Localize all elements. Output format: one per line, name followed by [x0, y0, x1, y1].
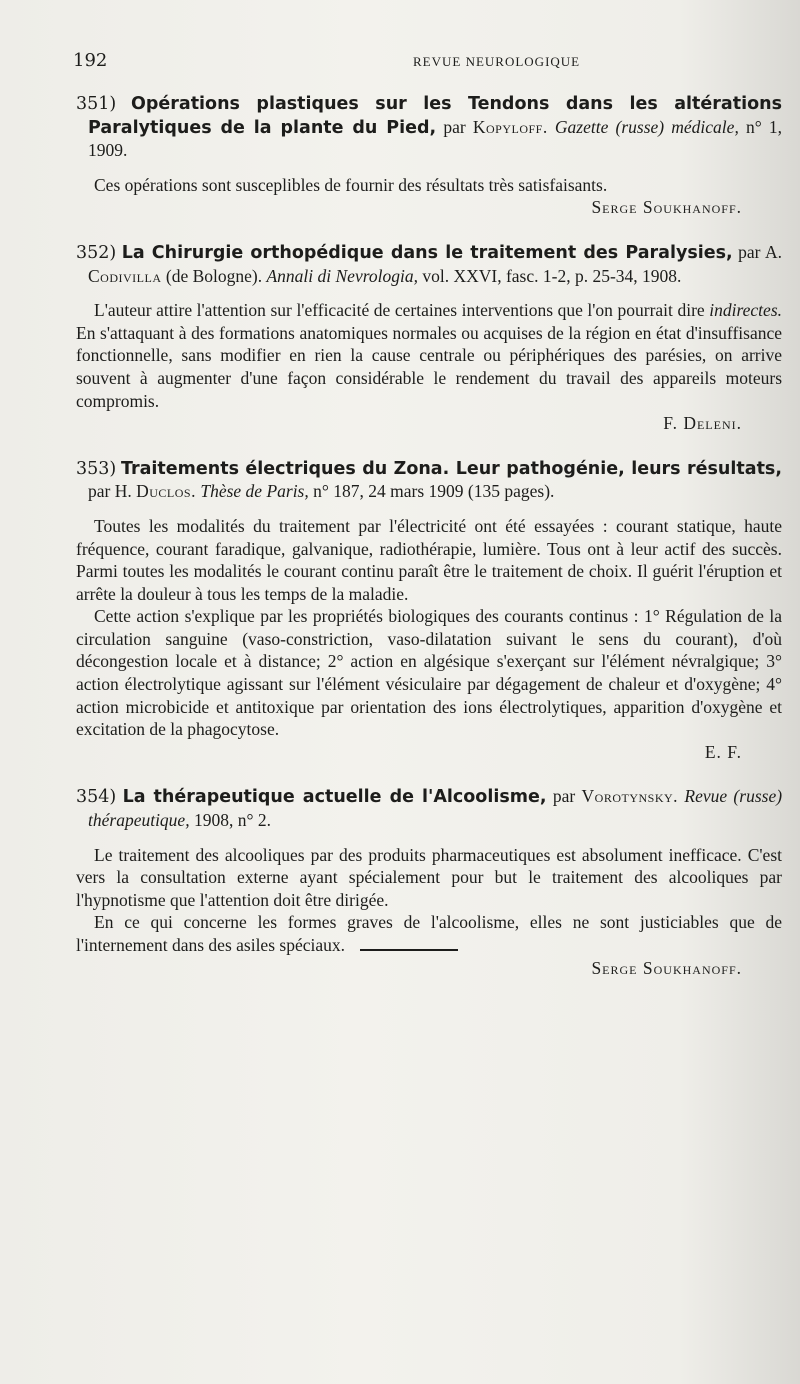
page-header	[73, 50, 763, 74]
entry-title: Opérations plastiques sur les Tendons dans les altérations Paralytiques de la plante du Pied,	[88, 94, 782, 138]
paragraph-emphasis: indirectes.	[709, 300, 782, 321]
entry-number: 351)	[76, 94, 117, 114]
entry-number: 352)	[76, 242, 117, 263]
entry-heading	[76, 785, 782, 831]
entry-paragraph	[76, 299, 782, 412]
entry-heading	[76, 92, 782, 162]
entry-paragraph: Ces opérations sont susceplibles de fournir des résultats très satisfaisants.	[94, 174, 608, 195]
page-number: 192	[73, 50, 108, 71]
entry-signature: Serge Soukhanoff.	[591, 957, 742, 978]
entry-by: par A.	[738, 241, 782, 262]
entry-source: Thèse de Paris,	[200, 481, 309, 502]
entry-heading	[76, 241, 782, 287]
abstract-entry	[76, 457, 782, 764]
entry-by: par	[552, 786, 576, 807]
entry-title: Traitements électriques du Zona. Leur pathogénie, leurs résultats,	[120, 458, 782, 479]
end-rule	[360, 949, 458, 951]
entry-reference: 1908, n° 2.	[193, 810, 271, 831]
paragraph-text: En s'attaquant à des formations anatomiques normales ou acquises de la région en état d'insuffisance fonctionnelle, sans modifier en rien la cause centrale ou périphériques des parésies, on arrive souvent à augmenter d'une façon considérable le rendement du travail des appareils moteurs compromis.	[76, 322, 782, 411]
entry-reference: n° 1, 1909.	[88, 116, 783, 161]
entry-reference: vol. XXVI, fasc. 1-2, p. 25-34, 1908.	[422, 265, 682, 286]
entry-reference: n° 187, 24 mars 1909 (135 pages).	[313, 481, 555, 502]
running-title: REVUE NEUROLOGIQUE	[413, 54, 581, 69]
entry-source: Revue (russe) thérapeutique,	[88, 786, 783, 831]
entry-paragraph: Toutes les modalités du traitement par l'électricité ont été essayées : courant statique, haute fréquence, courant faradique, galvanique, radiothérapie, lumière. Tous ont à leur actif des succès. Parmi toutes les modalités le courant continu paraît être le traitement de choix. Il guérit l'éruption et arrête la douleur à tous les temps de la maladie.	[76, 515, 782, 604]
entry-paragraph: En ce qui concerne les formes graves de l'alcoolisme, elles ne sont justiciables que de l'internement dans des asiles spéciaux.	[76, 912, 782, 955]
entry-signature: F. Deleni.	[663, 413, 742, 434]
entry-paragraph: Le traitement des alcooliques par des produits pharmaceutiques est absolument inefficace. C'est vers la consultation externe ayant spécialement pour but le traitement des alcooliques par l'hypnotisme que l'attention doit être dirigée.	[76, 844, 782, 910]
entry-source: Gazette (russe) médicale,	[554, 116, 739, 137]
entry-by: par H.	[88, 481, 132, 502]
entry-author: Duclos.	[136, 481, 196, 502]
entry-title: La Chirurgie orthopédique dans le traitement des Paralysies,	[121, 242, 733, 263]
entry-number: 353)	[76, 458, 117, 479]
entry-heading	[76, 457, 782, 503]
entry-paragraph: Cette action s'explique par les propriétés biologiques des courants continus : 1° Régulation de la circulation sanguine (vaso-constriction, vaso-dilatation suivant le sens du courant), d'où décongestion locale et à distance; 2° action en algésique s'exerçant sur l'élément névralgique; 3° action électrolytique agissant sur l'élément vésiculaire par dégagement de chaleur et d'oxygène; 4° action microbicide et antitoxique par orientation des ions électrolytiques, apparition d'oxygène et excitation de la phagocytose.	[76, 606, 782, 740]
entry-author: Codivilla	[88, 265, 162, 286]
entry-by: par	[443, 116, 466, 137]
abstract-entry	[76, 92, 782, 219]
entry-signature: Serge Soukhanoff.	[591, 197, 742, 218]
entry-author: Vorotynsky.	[581, 786, 679, 807]
paragraph-text: L'auteur attire l'attention sur l'efficacité de certaines interventions que l'on pourrait dire	[94, 300, 705, 321]
entry-title: La thérapeutique actuelle de l'Alcoolisme,	[122, 787, 547, 808]
entry-affiliation: (de Bologne).	[165, 265, 263, 286]
entry-author: Kopyloff.	[472, 116, 548, 137]
entry-signature: E. F.	[704, 741, 742, 762]
article-column	[76, 92, 782, 1001]
entry-source: Annali di Nevrologia,	[266, 265, 418, 286]
abstract-entry	[76, 241, 782, 435]
entry-number: 354)	[76, 787, 117, 808]
